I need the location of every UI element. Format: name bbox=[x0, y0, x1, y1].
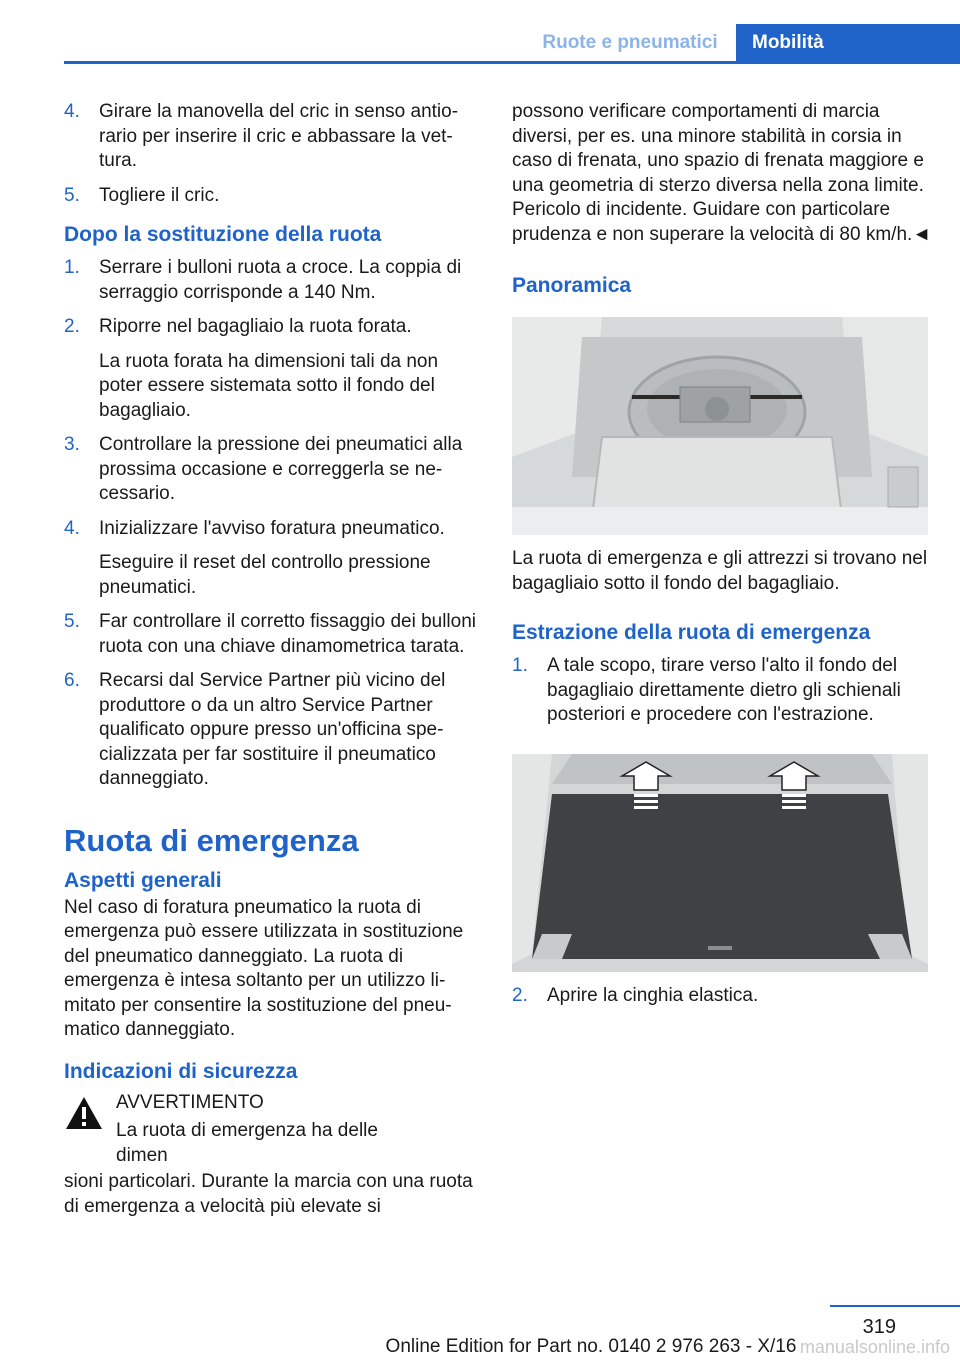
step-text: Serrare i bulloni ruota a croce. La coppia di serraggio corrisponde a 140 Nm. bbox=[99, 257, 462, 303]
general-paragraph: Nel caso di foratura pneumatico la ruota di emergenza può essere utilizzata in sostituzione del pneumatico danneggiato. La ruota di emergenza è intesa soltanto per un utilizzo limitato per consentire la sostituzione del pneumatico danneggiato. bbox=[64, 896, 464, 1040]
step-number: 1. bbox=[64, 257, 80, 278]
list-item bbox=[64, 517, 480, 601]
safety-heading: Indicazioni di sicurezza bbox=[64, 1059, 298, 1083]
list-item bbox=[64, 184, 480, 209]
step-number: 1. bbox=[512, 655, 528, 676]
step-note: Eseguire il reset del controllo pressione pneumatici. bbox=[99, 552, 431, 598]
list-item bbox=[64, 610, 480, 659]
step-number: 6. bbox=[64, 670, 80, 691]
left-column bbox=[64, 100, 480, 1219]
step-number: 2. bbox=[512, 984, 528, 1006]
step-text: Aprire la cinghia elastica. bbox=[547, 984, 759, 1006]
warning-text: sioni particolari. Durante la marcia con una ruota di emergenza a velocità più elevate si bbox=[64, 1171, 473, 1217]
warning-triangle-icon bbox=[64, 1095, 104, 1131]
step-number: 5. bbox=[64, 184, 80, 206]
section-tab: Ruote e pneumatici bbox=[542, 32, 718, 53]
step-text: Recarsi dal Service Partner più vicino del produttore o da un altro Service Partner qualificato oppure presso un'officina specializzata per far sostituire il pneumatico danneggiato. bbox=[99, 670, 446, 789]
step-text: Far controllare il corretto fissaggio dei bulloni ruota con una chiave dinamometrica tarata. bbox=[99, 611, 477, 657]
warning-line: La ruota di emergenza ha delle dimen bbox=[116, 1120, 378, 1166]
step-number: 2. bbox=[64, 316, 80, 337]
page-number: 319 bbox=[862, 1316, 896, 1338]
header-rule bbox=[64, 61, 960, 64]
step-note: La ruota forata ha dimensioni tali da non poter essere sistemata sotto il fondo del bagagliaio. bbox=[99, 350, 439, 421]
extract-heading: Estrazione della ruota di emergenza bbox=[512, 621, 871, 644]
footer-rule bbox=[830, 1305, 960, 1307]
overview-heading: Panoramica bbox=[512, 274, 632, 297]
list-item bbox=[64, 433, 480, 507]
edition-line: Online Edition for Part no. 0140 2 976 263 - X/16 bbox=[385, 1336, 797, 1357]
list-item bbox=[64, 256, 480, 305]
step-text: Girare la manovella del cric in senso antiorario per inserire il cric e abbassare la vettura. bbox=[99, 101, 459, 171]
list-item bbox=[64, 100, 480, 174]
warning-block bbox=[64, 1091, 480, 1169]
step-text: Controllare la pressione dei pneumatici alla prossima occasione e correggerla se necessario. bbox=[99, 434, 463, 504]
step-text: Togliere il cric. bbox=[99, 184, 220, 206]
step-number: 5. bbox=[64, 611, 80, 632]
header-tabs bbox=[524, 24, 960, 62]
step-text: Riporre nel bagagliaio la ruota forata. bbox=[99, 316, 412, 337]
step-number: 4. bbox=[64, 517, 80, 539]
list-item bbox=[64, 315, 480, 423]
list-item bbox=[512, 654, 932, 728]
step-text: A tale scopo, tirare verso l'alto il fondo del bagagliaio direttamente dietro gli schienali posteriori e procedere con l'estrazione. bbox=[547, 655, 901, 725]
section-title: Ruota di emergenza bbox=[64, 822, 359, 858]
trunk-floor-image bbox=[512, 754, 928, 972]
list-item bbox=[64, 669, 480, 792]
general-heading: Aspetti generali bbox=[64, 868, 222, 892]
list-item bbox=[512, 984, 932, 1009]
step-number: 4. bbox=[64, 101, 80, 122]
right-column bbox=[512, 100, 932, 1018]
warning-title: AVVERTIMENTO bbox=[116, 1091, 264, 1113]
warning-continuation: possono verificare comportamenti di marcia diversi, per es. una minore stabilità in corsia in caso di frenata, uno spazio di frenata maggiore e una geometria di sterzo diversa nella zona limite. Pericolo di incidente. Guidare con particolare prudenza e non superare la velocità di 80 km/h.◄ bbox=[512, 101, 932, 245]
watermark: manualsonline.info bbox=[799, 1337, 950, 1357]
chapter-tab: Mobilità bbox=[736, 24, 960, 62]
trunk-spare-wheel-image bbox=[512, 317, 928, 535]
step-text: Inizializzare l'avviso foratura pneumatico. bbox=[99, 517, 445, 539]
step-number: 3. bbox=[64, 434, 80, 455]
overview-paragraph: La ruota di emergenza e gli attrezzi si trovano nel bagagliaio sotto il fondo del bagagliaio. bbox=[512, 548, 928, 594]
after-replacement-heading: Dopo la sostituzione della ruota bbox=[64, 223, 382, 246]
